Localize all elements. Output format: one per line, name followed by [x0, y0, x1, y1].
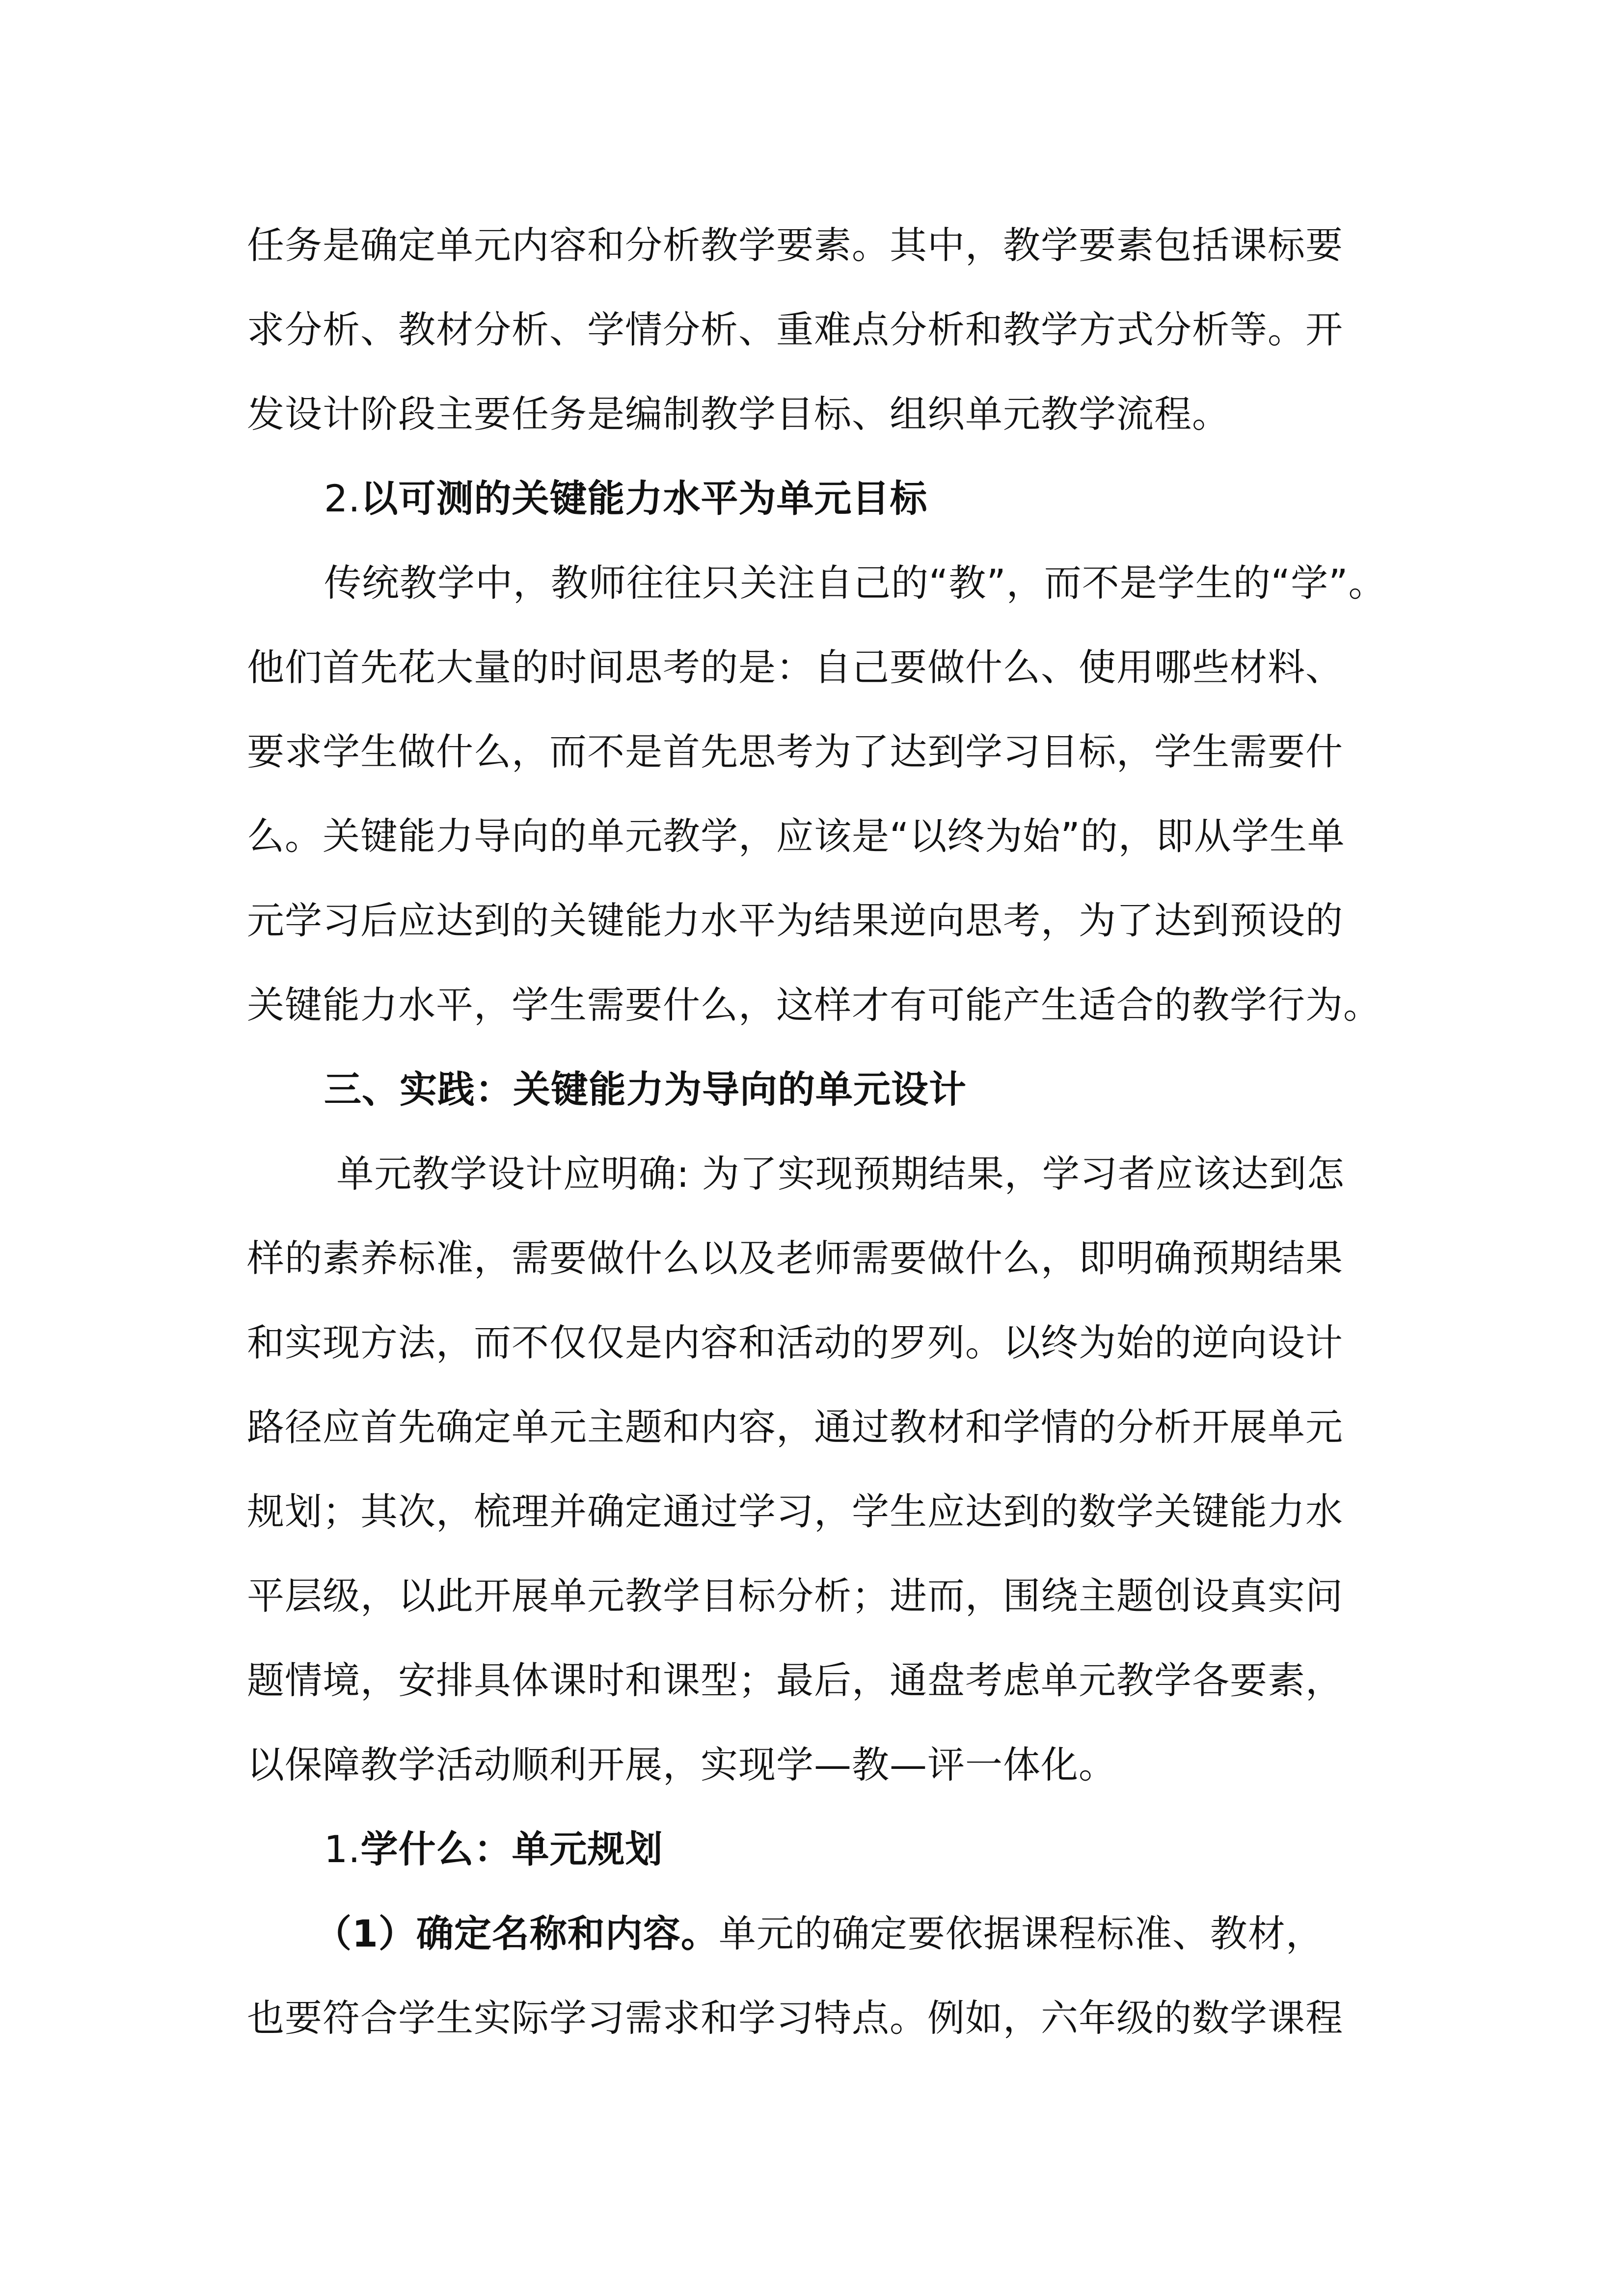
- body-text-line: 么。关键能力导向的单元教学，应该是“以终为始”的，即从学生单: [247, 814, 1345, 858]
- body-text-line: 和实现方法，而不仅仅是内容和活动的罗列。以终为始的逆向设计: [247, 1321, 1343, 1364]
- body-text-line: 也要符合学生实际学习需求和学习特点。例如，六年级的数学课程: [247, 1996, 1343, 2040]
- heading-number: 1.: [324, 1827, 361, 1871]
- section-heading-3: 三、实践：关键能力为导向的单元设计: [324, 1068, 967, 1111]
- section-heading-2: [324, 474, 928, 523]
- body-text-line: [314, 1909, 1324, 1958]
- body-text-line: 题情境，安排具体课时和课型；最后，通盘考虑单元教学各要素，: [247, 1658, 1343, 1702]
- body-text-line: 求分析、教材分析、学情分析、重难点分析和教学方式分析等。开: [247, 308, 1343, 351]
- body-text-line: 以保障教学活动顺利开展，实现学—教—评一体化。: [247, 1743, 1116, 1787]
- item-heading: （1）确定名称和内容。: [314, 1912, 719, 1955]
- body-text-line: 要求学生做什么，而不是首先思考为了达到学习目标，学生需要什: [247, 730, 1343, 774]
- body-text-line: 传统教学中，教师往往只关注自己的“教”，而不是学生的“学”。: [324, 561, 1386, 605]
- body-text-line: 发设计阶段主要任务是编制教学目标、组织单元教学流程。: [247, 392, 1230, 436]
- body-text-line: 样的素养标准，需要做什么以及老师需要做什么，即明确预期结果: [247, 1236, 1343, 1280]
- body-text-line: 规划；其次，梳理并确定通过学习，学生应达到的数学关键能力水: [247, 1490, 1343, 1533]
- body-text-line: 元学习后应达到的关键能力水平为结果逆向思考，为了达到预设的: [247, 899, 1343, 942]
- body-text-line: 平层级，以此开展单元教学目标分析；进而，围绕主题创设真实问: [247, 1574, 1343, 1618]
- body-text-line: 任务是确定单元内容和分析教学要素。其中，教学要素包括课标要: [247, 223, 1343, 267]
- heading-number: 2.: [324, 477, 361, 520]
- body-text-line: 路径应首先确定单元主题和内容，通过教材和学情的分析开展单元: [247, 1405, 1343, 1449]
- body-text-line: 关键能力水平，学生需要什么，这样才有可能产生适合的教学行为。: [247, 983, 1381, 1027]
- heading-text: 以可测的关键能力水平为单元目标: [360, 477, 928, 520]
- heading-text: 学什么：单元规划: [360, 1827, 663, 1871]
- subsection-heading-1: [324, 1825, 663, 1874]
- body-text-line: 单元教学设计应明确: 为了实现预期结果，学习者应该达到怎: [324, 1152, 1345, 1196]
- body-text-line: 他们首先花大量的时间思考的是：自己要做什么、使用哪些材料、: [247, 645, 1343, 689]
- item-text: 单元的确定要依据课程标准、教材，: [718, 1912, 1324, 1955]
